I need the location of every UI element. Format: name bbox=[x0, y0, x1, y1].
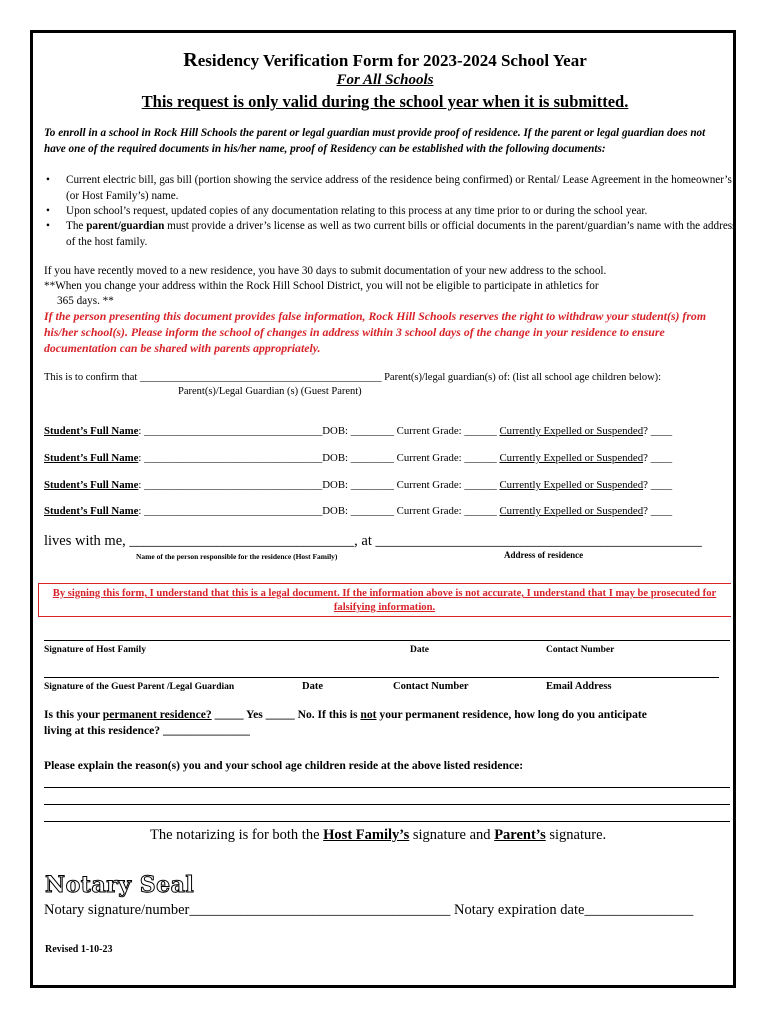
guest-date-label: Date bbox=[302, 681, 323, 692]
confirm-statement[interactable]: This is to confirm that ______________________________________________ Parent(s)/legal guardian(s) of: (list all school age children below): bbox=[44, 372, 662, 383]
guest-signature-line[interactable] bbox=[44, 677, 719, 678]
notary-line[interactable]: Notary signature/number____________________________________ Notary expiration date_______________ bbox=[44, 902, 694, 918]
host-contact-label: Contact Number bbox=[546, 645, 615, 655]
form-title: Residency Verification Form for 2023-2024 School Year bbox=[183, 49, 587, 71]
student-row-3[interactable]: Student’s Full Name: _________________________________DOB: ________ Current Grade: ______ Currently Expelled or Suspended? ____ bbox=[44, 479, 673, 491]
moved-notice-line1: If you have recently moved to a new residence, you have 30 days to submit documentation of your new address to the school. bbox=[44, 265, 607, 277]
explain-line-2[interactable] bbox=[44, 804, 730, 805]
student-row-2[interactable]: Student’s Full Name: _________________________________DOB: ________ Current Grade: ______ Currently Expelled or Suspended? ____ bbox=[44, 452, 673, 464]
student-row-4[interactable]: Student’s Full Name: _________________________________DOB: ________ Current Grade: ______ Currently Expelled or Suspended? ____ bbox=[44, 505, 673, 517]
duration-question[interactable]: living at this residence? _______________ bbox=[44, 724, 250, 737]
lives-with-line[interactable]: lives with me, _______________________________, at _____________________________________________ bbox=[44, 533, 702, 549]
bullet-3: • The parent/guardian must provide a driver’s license as well as two current bills or official documents in the parent/guardian’s name with the address of the host family. bbox=[46, 220, 737, 248]
explain-line-1[interactable] bbox=[44, 787, 730, 788]
host-signature-line[interactable] bbox=[44, 640, 730, 641]
guest-signature-label: Signature of the Guest Parent /Legal Guardian bbox=[44, 682, 235, 692]
address-caption: Address of residence bbox=[504, 550, 584, 560]
guest-parent-caption: Parent(s)/Legal Guardian (s) (Guest Parent) bbox=[178, 386, 362, 397]
intro-paragraph: To enroll in a school in Rock Hill Schools the parent or legal guardian must provide proof of residence. If the parent or legal guardian does not have one of the required documents in his/her name, proof of Residency can be established with the following documents: bbox=[44, 127, 706, 155]
student-row-1[interactable]: Student’s Full Name: _________________________________DOB: ________ Current Grade: ______ Currently Expelled or Suspended? ____ bbox=[44, 425, 673, 437]
notary-seal-heading: Notary Seal bbox=[45, 872, 195, 898]
moved-notice-line3: 365 days. ** bbox=[57, 295, 114, 307]
form-subtitle: For All Schools bbox=[336, 72, 434, 88]
legal-notice-text: By signing this form, I understand that this is a legal document. If the information above is not accurate, I understand that I may be prosecuted for falsifying information. bbox=[52, 588, 717, 613]
validity-notice: This request is only valid during the school year when it is submitted. bbox=[141, 92, 629, 111]
notarizing-statement: The notarizing is for both the Host Family’s signature and Parent’s signature. bbox=[150, 827, 607, 843]
moved-notice-line2: **When you change your address within the Rock Hill School District, you will not be eligible to participate in athletics for bbox=[44, 280, 599, 292]
permanent-residence-question[interactable]: Is this your permanent residence? _____ Yes _____ No. If this is not your permanent residence, how long do you anticipate bbox=[44, 708, 647, 721]
host-date-label: Date bbox=[410, 645, 429, 655]
revision-date: Revised 1-10-23 bbox=[45, 944, 113, 955]
false-info-warning: If the person presenting this document provides false information, Rock Hill Schools reserves the right to withdraw your student(s) from his/her school(s). Please inform the school of changes in address within 3 school days of the change in your residence to ensure documentation can be shared with parents appropriately. bbox=[44, 309, 707, 355]
host-signature-label: Signature of Host Family bbox=[44, 645, 146, 655]
bullet-2: • Upon school’s request, updated copies of any documentation relating to this process at any time prior to or during the school year. bbox=[46, 205, 648, 217]
guest-email-label: Email Address bbox=[546, 681, 612, 692]
explain-label: Please explain the reason(s) you and your school age children reside at the above listed residence: bbox=[44, 759, 524, 772]
host-name-caption: Name of the person responsible for the residence (Host Family) bbox=[136, 552, 338, 561]
bullet-1: • Current electric bill, gas bill (portion showing the service address of the residence being confirmed) or Rental/ Lease Agreement in the homeowner’s (or Host Family’s) name. bbox=[46, 174, 732, 202]
guest-contact-label: Contact Number bbox=[393, 681, 469, 692]
explain-line-3[interactable] bbox=[44, 821, 730, 822]
